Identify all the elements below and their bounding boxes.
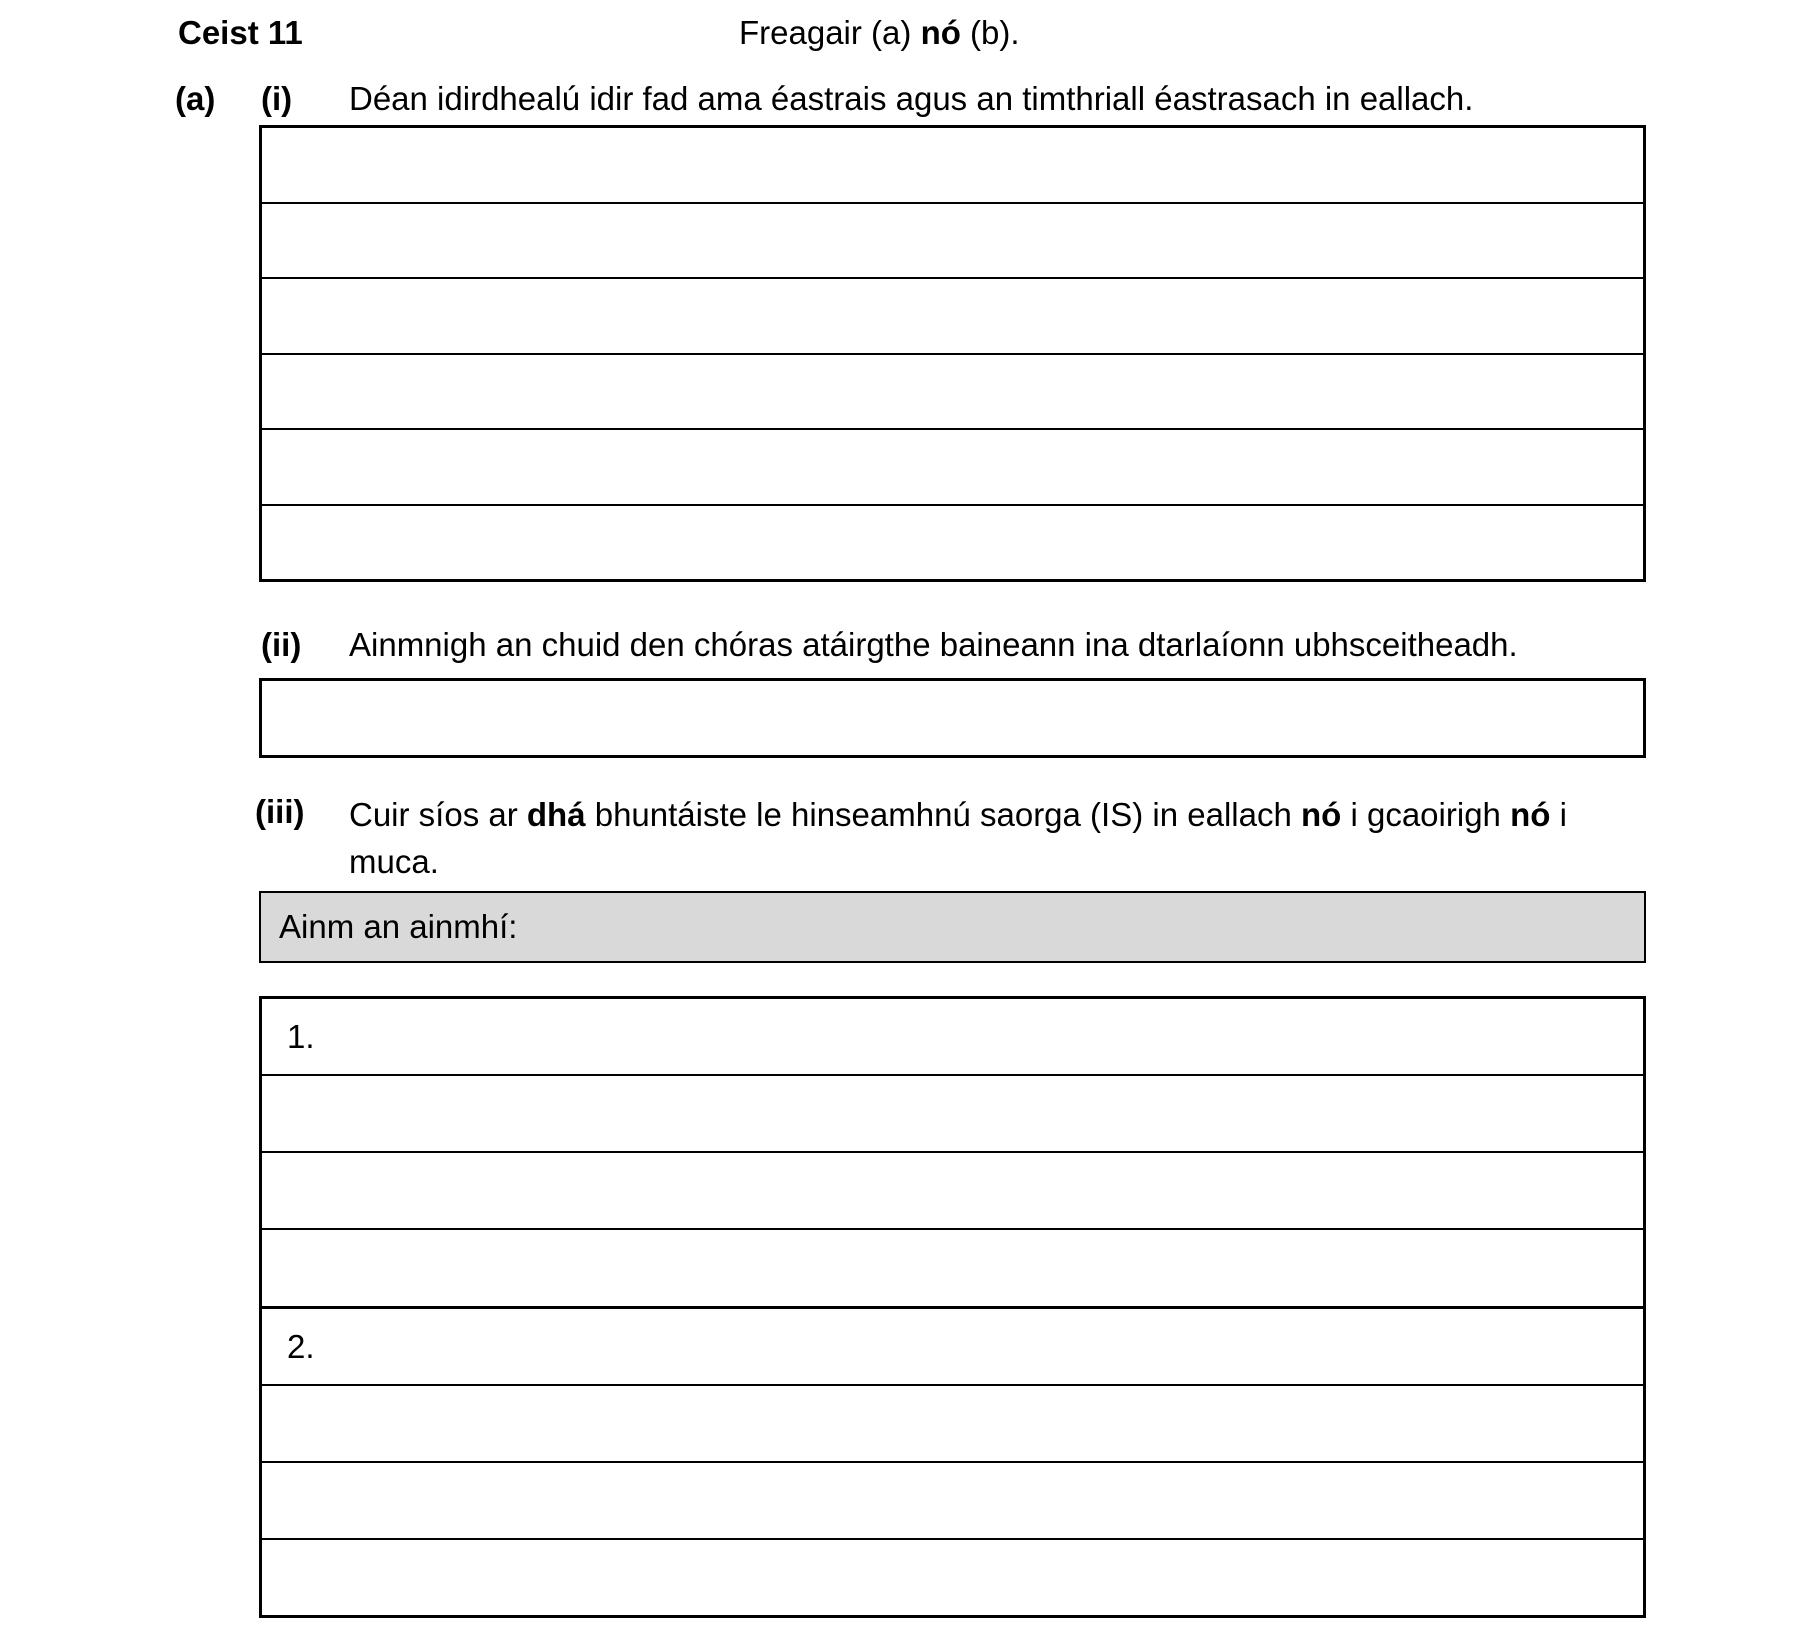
question-ii-label: (ii) (261, 626, 302, 663)
answer-line[interactable] (262, 1540, 1643, 1615)
answer-line[interactable] (262, 1309, 1643, 1386)
answer-line[interactable] (262, 1463, 1643, 1540)
question-iii-text-part: bhuntáiste le hinseamhnú saorga (IS) in eallach (585, 796, 1301, 833)
answer-line[interactable] (262, 999, 1643, 1076)
question-iii-text-bold: nó (1300, 796, 1342, 833)
answer-line[interactable] (262, 1076, 1643, 1153)
answer-item-number: 1. (287, 1018, 315, 1055)
question-i-label: (i) (261, 80, 293, 117)
question-iii-line1 (349, 791, 1567, 838)
question-number: Ceist 11 (178, 14, 303, 51)
answer-line[interactable] (262, 204, 1643, 280)
question-iii-text-bold: nó (1510, 796, 1551, 833)
instruction-text-pre: Freagair (a) (739, 14, 921, 51)
question-iii-text-part: Cuir síos ar (349, 796, 527, 833)
answer-line[interactable] (262, 355, 1643, 431)
answer-box-ii[interactable] (259, 678, 1646, 758)
instruction-text-post: (b). (960, 14, 1020, 51)
answer-instruction (739, 12, 1020, 54)
part-a-label: (a) (175, 80, 216, 117)
question-iii-text-part: i gcaoirigh (1341, 796, 1511, 833)
answer-line[interactable] (262, 681, 1643, 755)
question-iii-line2: muca. (349, 843, 439, 880)
question-i-text: Déan idirdhealú idir fad ama éastrais agus an timthriall éastrasach in eallach. (349, 80, 1474, 117)
question-iii-text-part: i (1550, 796, 1567, 833)
answer-item-number: 2. (287, 1327, 315, 1365)
question-iii-text (349, 791, 1567, 885)
answer-line[interactable] (262, 128, 1643, 204)
answer-line[interactable] (262, 1153, 1643, 1230)
answer-line[interactable] (262, 430, 1643, 506)
answer-line[interactable] (262, 506, 1643, 580)
animal-name-field[interactable] (259, 891, 1646, 963)
animal-name-label: Ainm an ainmhí: (279, 908, 518, 945)
answer-box-i[interactable] (259, 125, 1646, 582)
question-iii-text-bold: dhá (526, 796, 586, 833)
answer-line[interactable] (262, 1386, 1643, 1463)
instruction-text-bold: nó (920, 14, 961, 51)
answer-line[interactable] (262, 279, 1643, 355)
answer-line[interactable] (262, 1230, 1643, 1308)
question-iii-label: (iii) (255, 793, 305, 830)
answer-box-iii[interactable] (259, 996, 1646, 1618)
question-ii-text: Ainmnigh an chuid den chóras atáirgthe baineann ina dtarlaíonn ubhsceitheadh. (349, 626, 1518, 663)
